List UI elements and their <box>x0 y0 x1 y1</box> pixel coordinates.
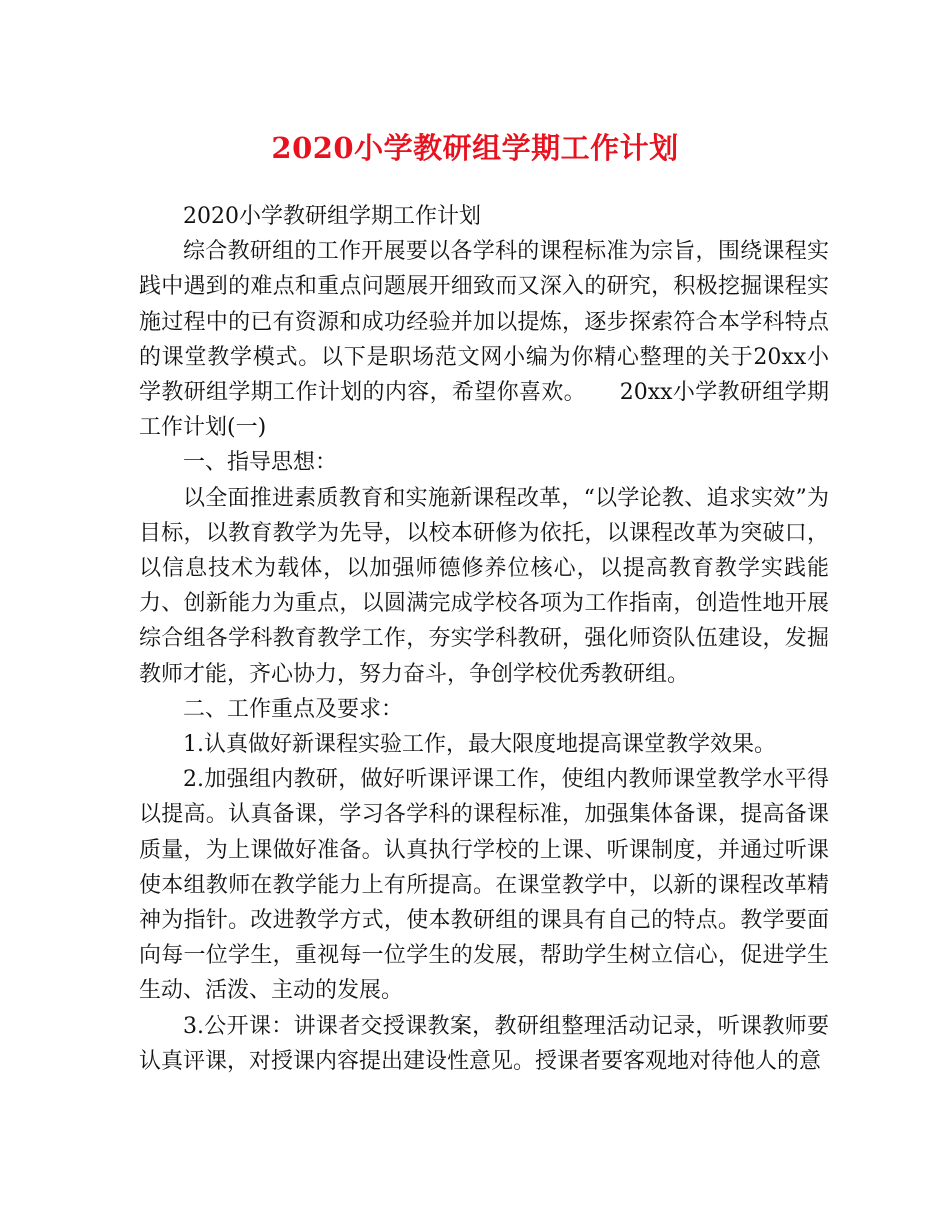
paragraph-intro: 综合教研组的工作开展要以各学科的课程标准为宗旨，围绕课程实践中遇到的难点和重点问题展开细致而又深入的研究，积极挖掘课程实施过程中的已有资源和成功经验并加以提炼，逐步探索符合本学科特点的课堂教学模式。以下是职场范文网小编为你精心整理的关于20xx小学教研组学期工作计划的内容，希望你喜欢。 20xx小学教研组学期工作计划(一) <box>139 239 829 441</box>
section-heading-guiding-ideology: 一、指导思想： <box>183 450 338 476</box>
section-heading-work-focus: 二、工作重点及要求： <box>183 696 404 722</box>
paragraph-subtitle: 2020小学教研组学期工作计划 <box>183 204 481 229</box>
paragraph-item-1: 1.认真做好新课程实验工作，最大限度地提高课堂教学效果。 <box>183 732 776 758</box>
paragraph-item-2: 2.加强组内教研，做好听课评课工作，使组内教师课堂教学水平得以提高。认真备课，学习各学科的课程标准，加强集体备课，提高备课质量，为上课做好准备。认真执行学校的上课、听课制度，并通过听课使本组教师在教学能力上有所提高。在课堂教学中，以新的课程改革精神为指针。改进教学方式，使本教研组的课具有自己的特点。教学要面向每一位学生，重视每一位学生的发展，帮助学生树立信心，促进学生生动、活泼、主动的发展。 <box>139 767 829 1004</box>
document-body <box>139 199 829 1079</box>
document-title: 2020小学教研组学期工作计划 <box>271 131 679 165</box>
paragraph-guiding-ideology: 以全面推进素质教育和实施新课程改革，“以学论教、追求实效”为目标，以教育教学为先导，以校本研修为依托，以课程改革为突破口，以信息技术为载体，以加强师德修养位核心，以提高教育教学实践能力、创新能力为重点，以圆满完成学校各项为工作指南，创造性地开展综合组各学科教育教学工作，夯实学科教研，强化师资队伍建设，发掘教师才能，齐心协力，努力奋斗，争创学校优秀教研组。 <box>139 485 829 687</box>
paragraph-item-3: 3.公开课：讲课者交授课教案，教研组整理活动记录，听课教师要认真评课，对授课内容提出建设性意见。授课者要客观地对待他人的意 <box>139 1013 829 1074</box>
